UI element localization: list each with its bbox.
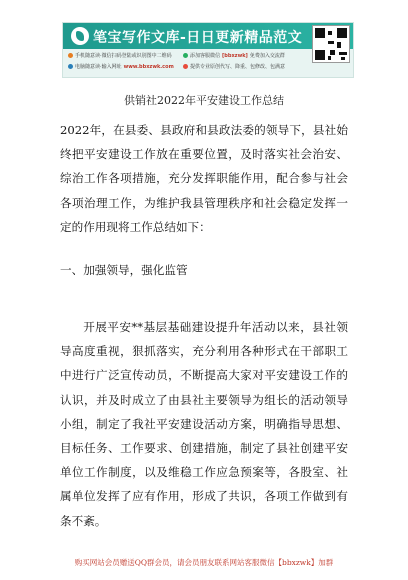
promo-service: 提供专业原创代写、降重、包修改、包满意: [183, 63, 285, 70]
wechat-icon: [183, 53, 188, 58]
section-heading: 一、加强领导，强化监管: [60, 263, 188, 277]
header-banner: [62, 22, 354, 78]
pen-icon: [183, 64, 188, 69]
banner-title: 笔宝写作文库-日日更新精品范文: [93, 30, 303, 46]
promo-wechat: 添加客服微信 [bbxzwk] 免费加入交流群: [183, 52, 285, 59]
promo-website[interactable]: 电脑随意读·输入网址 www.bbxzwk.com: [68, 63, 176, 70]
promo-mobile: 手机随意读·微信扫码登陆或识别图中二维码: [68, 52, 172, 59]
document-title: 供销社2022年平安建设工作总结: [124, 94, 284, 107]
banner-title-bar: [63, 23, 353, 49]
qr-code: [312, 25, 350, 63]
phone-icon: [68, 53, 73, 58]
computer-icon: [68, 64, 73, 69]
footer-notice: 购买网站会员赠送QQ群会员，请会员朋友联系网站客服微信【bbxzwk】加群: [74, 558, 334, 567]
paragraph-body: 开展平安**基层基础建设提升年活动以来，县社领导高度重视，狠抓落实，充分利用各种形式在干部职工中进行广泛宣传动员，不断提高大家对平安建设工作的认识，并及时成立了由县社主要领导为组长的活动领导小组，制定了我社平安建设活动方案，明确指导思想、目标任务、工作要求、创建措施，制定了县社创建平安单位工作制度，以及维稳工作应急预案等，各股室、社属单位发挥了应有作用，形成了共识，各项工作做到有条不紊。: [60, 320, 348, 528]
brand-logo-icon: [71, 27, 89, 45]
paragraph-intro: 2022年，在县委、县政府和县政法委的领导下，县社始终把平安建设工作放在重要位置，及时落实社会治安、综治工作各项措施，充分发挥职能作用，配合参与社会各项治理工作，为维护我县管理秩序和社会稳定发挥一定的作用现将工作总结如下：: [60, 123, 348, 234]
